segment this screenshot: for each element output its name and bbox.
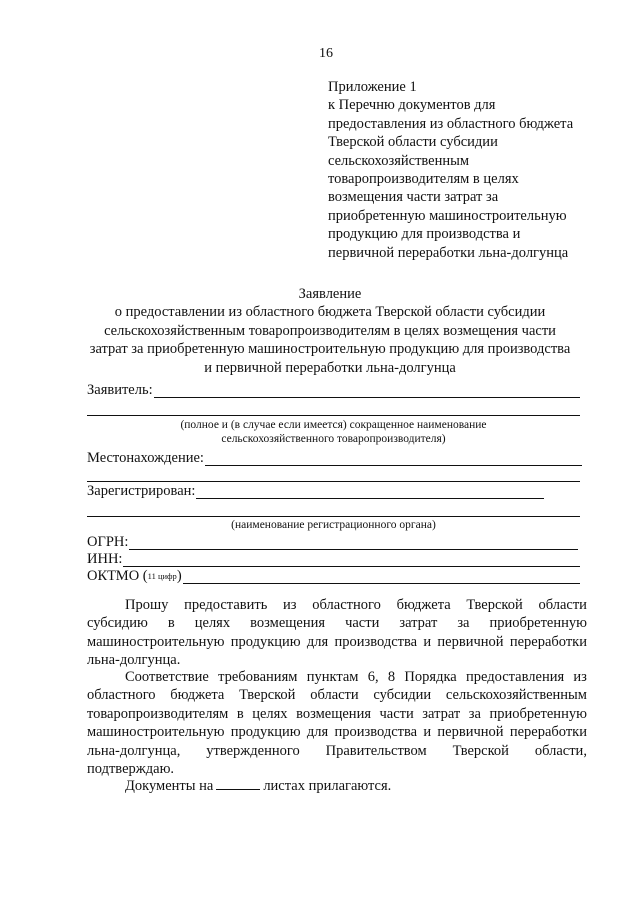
- appendix-line: Приложение 1: [328, 79, 417, 95]
- paragraph-word: продукцию: [230, 633, 301, 650]
- appendix-line: сельскохозяйственным: [328, 152, 470, 169]
- paragraph-word: пунктам: [306, 669, 359, 685]
- paragraph-word: первичной: [437, 633, 504, 650]
- applicant-note-line: (полное и (в случае если имеется) сокращенное наименование: [180, 419, 487, 431]
- paragraph-word: приобретенную: [489, 705, 587, 722]
- paragraph-word: области: [310, 687, 359, 704]
- paragraph-word: бюджета: [396, 597, 451, 613]
- paragraph-word: целях: [194, 615, 231, 632]
- location-field[interactable]: [87, 450, 582, 466]
- paragraph-word: субсидию: [87, 615, 148, 632]
- sheet-count-blank[interactable]: [216, 777, 260, 790]
- paragraph-word: первичной: [437, 724, 504, 741]
- page-number: 16: [319, 46, 333, 61]
- paragraph-word: для: [306, 724, 329, 741]
- location-continuation-line[interactable]: [87, 481, 580, 482]
- paragraph-word: части: [345, 615, 380, 632]
- paragraph-word: требованиям: [218, 669, 298, 685]
- paragraph-word: предоставления: [465, 669, 565, 685]
- paragraph-word: за: [457, 615, 470, 632]
- paragraph-word: затрат: [422, 705, 461, 722]
- paragraph-word: машиностроительную: [87, 724, 225, 741]
- paragraph-word: производства: [334, 724, 418, 741]
- paragraph-word: Тверской: [466, 597, 523, 613]
- paragraph-line: [87, 614, 587, 632]
- paragraph-word: 6,: [367, 669, 379, 685]
- paragraph-line: [87, 651, 587, 669]
- appendix-line: к Перечню документов для: [328, 97, 496, 114]
- title-line: сельскохозяйственным товаропроизводителям в целях возмещения части: [104, 322, 556, 339]
- paragraph-word: для: [306, 633, 329, 650]
- paragraph-word: области: [538, 597, 587, 613]
- paragraph-word: возмещения: [296, 705, 371, 722]
- paragraph-line: [87, 596, 587, 614]
- applicant-note: [87, 418, 580, 446]
- paragraph-word: предоставить: [184, 597, 268, 613]
- document-title: [70, 285, 590, 377]
- location-input-line[interactable]: [205, 453, 582, 466]
- applicant-field[interactable]: [87, 382, 580, 398]
- appendix-line: предоставления из областного бюджета: [328, 115, 574, 132]
- inn-field[interactable]: [87, 551, 580, 567]
- oktmo-input-line[interactable]: [183, 571, 580, 584]
- location-label: Местонахождение:: [87, 450, 204, 466]
- ogrn-label: ОГРН:: [87, 534, 129, 550]
- appendix-header: [328, 78, 618, 262]
- paragraph-word: возмещения: [250, 615, 326, 632]
- applicant-note-line: сельскохозяйственного товаропроизводителя): [221, 433, 446, 445]
- registered-label: Зарегистрирован:: [87, 483, 196, 499]
- documents-suffix: листах прилагаются.: [263, 778, 392, 794]
- inn-input-line[interactable]: [123, 554, 580, 567]
- paragraph-word: из: [283, 597, 297, 613]
- appendix-line: Тверской области субсидии: [328, 134, 498, 151]
- paragraph-word: льна-долгунца,: [87, 742, 181, 759]
- paragraph-word: Тверской: [239, 687, 296, 704]
- appendix-line: товаропроизводителям в целях: [328, 171, 519, 188]
- paragraph-word: субсидии: [373, 687, 432, 704]
- paragraph-word: областного: [312, 597, 381, 613]
- paragraph-word: утвержденного: [206, 742, 300, 759]
- paragraph-line: [87, 668, 587, 686]
- paragraph-word: подтверждаю.: [87, 761, 175, 778]
- applicant-continuation-line[interactable]: [87, 415, 580, 416]
- compliance-paragraph: [87, 668, 587, 778]
- title-heading: Заявление: [298, 286, 362, 302]
- paragraph-word: товаропроизводителям: [87, 705, 229, 722]
- paragraph-word: части: [379, 705, 414, 722]
- paragraph-word: переработки: [509, 633, 587, 650]
- paragraph-word: бюджета: [170, 687, 225, 704]
- appendix-line: продукцию для производства и: [328, 226, 521, 243]
- paragraph-word: Правительством: [325, 742, 427, 759]
- paragraph-word: целях: [252, 705, 288, 722]
- ogrn-field[interactable]: [87, 534, 578, 550]
- title-line: затрат за приобретенную машиностроительную продукцию для производства: [89, 341, 571, 358]
- paragraph-word: приобретенную: [489, 615, 587, 632]
- paragraph-word: сельскохозяйственным: [445, 687, 587, 704]
- request-paragraph: [87, 596, 587, 670]
- paragraph-word: Прошу: [125, 597, 169, 613]
- paragraph-word: переработки: [509, 724, 587, 741]
- documents-prefix: Документы на: [125, 778, 214, 794]
- applicant-label: Заявитель:: [87, 382, 153, 398]
- appendix-line: приобретенную машиностроительную: [328, 207, 567, 224]
- title-line: о предоставлении из областного бюджета Тверской области субсидии: [114, 304, 546, 321]
- paragraph-word: за: [468, 705, 481, 722]
- paragraph-word: области,: [534, 742, 587, 759]
- ogrn-input-line[interactable]: [129, 537, 578, 550]
- registered-field[interactable]: [87, 483, 544, 499]
- documents-line: [125, 777, 391, 795]
- title-line: и первичной переработки льна-долгунца: [204, 359, 456, 376]
- oktmo-hint: 11 цифр: [147, 571, 177, 581]
- paragraph-word: производства: [334, 633, 418, 650]
- paragraph-line: [87, 686, 587, 704]
- oktmo-label-close: ): [176, 568, 182, 584]
- registered-note-line: (наименование регистрационного органа): [231, 519, 436, 531]
- paragraph-word: в: [167, 615, 175, 632]
- paragraph-word: и: [423, 633, 432, 650]
- paragraph-word: 8: [387, 669, 396, 685]
- paragraph-word: и: [423, 724, 432, 741]
- registered-input-line[interactable]: [196, 486, 544, 499]
- paragraph-word: Тверской: [452, 742, 509, 759]
- applicant-input-line[interactable]: [154, 385, 580, 398]
- paragraph-word: Соответствие: [125, 669, 209, 685]
- paragraph-word: в: [236, 705, 244, 722]
- paragraph-line: [87, 760, 587, 778]
- appendix-line: возмещения части затрат за: [328, 189, 499, 206]
- paragraph-line: [87, 633, 587, 651]
- appendix-line: первичной переработки льна-долгунца: [328, 244, 569, 261]
- paragraph-word: затрат: [399, 615, 438, 632]
- inn-label: ИНН:: [87, 551, 123, 567]
- registered-continuation-line[interactable]: [87, 516, 580, 517]
- paragraph-word: машиностроительную: [87, 633, 225, 650]
- paragraph-word: областного: [87, 687, 156, 704]
- registered-note: [87, 518, 580, 532]
- oktmo-label: ОКТМО (: [87, 568, 148, 584]
- oktmo-field[interactable]: [87, 568, 580, 584]
- paragraph-word: Порядка: [404, 669, 457, 685]
- paragraph-word: из: [573, 669, 587, 685]
- paragraph-word: продукцию: [230, 724, 301, 741]
- paragraph-line: [87, 723, 587, 741]
- paragraph-line: [87, 705, 587, 723]
- paragraph-line: [87, 742, 587, 760]
- paragraph-word: льна-долгунца.: [87, 652, 181, 669]
